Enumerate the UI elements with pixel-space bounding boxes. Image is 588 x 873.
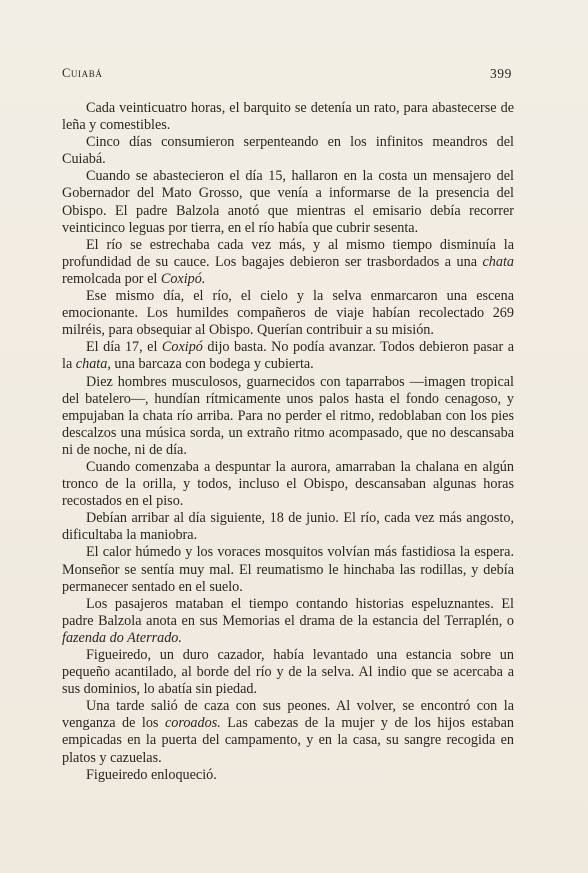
text-run: El día 17, el	[86, 339, 162, 356]
running-head	[62, 66, 512, 86]
paragraph	[62, 100, 514, 134]
text-run: Cuando comenzaba a despuntar la aurora, amarraban la chalana en algún tronco de la orilla, y todos, incluso el Obispo, descansaban algunas horas recostados en el piso.	[62, 458, 514, 510]
italic-text: coroados.	[164, 715, 221, 732]
text-run: Figueiredo, un duro cazador, había levantado una estancia sobre un pequeño acantilado, al borde del río y de la selva. Al indio que se acercaba a sus dominios, lo abatía sin piedad.	[62, 647, 514, 698]
paragraph	[62, 288, 514, 339]
paragraph	[62, 698, 514, 766]
running-title: Cuiabá	[62, 66, 103, 80]
paragraph	[62, 647, 514, 698]
text-run: una barcaza con bodega y cubierta.	[110, 356, 314, 373]
text-run: Diez hombres musculosos, guarnecidos con taparrabos —imagen tropical del batelero—, hundían rítmicamente unos palos hasta el fondo cenagoso, y empujaban la chata río arriba. Para no perder el ritmo, redoblaban con los pies descalzos una música sorda, un extraño ritmo acompasado, que no descansaba ni de noche, ni de día.	[62, 373, 514, 458]
text-run: Cinco días consumieron serpenteando en los infinitos meandros del Cuiabá.	[62, 134, 514, 168]
text-run: Cuando se abastecieron el día 15, hallaron en la costa un mensajero del Gobernador del Mato Grosso, que venía a informarse de la presencia del Obispo. El padre Balzola anotó que mientras el emisario debía recorrer veinticinco leguas por tierra, en el río había que cubrir sesenta.	[62, 168, 514, 236]
text-run: Las cabezas de la mujer y de los hijos estaban empicadas en la puerta del campamento, y en la casa, su sangre recogida en platos y cazuelas.	[62, 715, 514, 766]
italic-text: Coxipó.	[160, 270, 206, 287]
paragraph	[62, 544, 514, 595]
body-text	[62, 100, 514, 784]
paragraph	[62, 510, 514, 544]
text-run: Cada veinticuatro horas, el barquito se detenía un rato, para abastecerse de leña y comestibles.	[62, 100, 514, 134]
paragraph	[62, 767, 514, 784]
italic-text: fazenda do Aterrado.	[62, 629, 182, 646]
paragraph	[62, 459, 514, 510]
paragraph	[62, 168, 514, 236]
text-run: remolcada por el	[62, 270, 161, 287]
page-number: 399	[489, 66, 512, 81]
italic-text: Coxipó	[161, 339, 203, 356]
italic-text: chata,	[75, 356, 111, 373]
text-run: Una tarde salió de caza con sus peones. Al volver, se encontró con la venganza de los	[62, 698, 514, 732]
text-run: Los pasajeros mataban el tiempo contando historias espeluznantes. El padre Balzola anota en sus Memorias el drama de la estancia del Terraplén, o	[62, 595, 514, 629]
paragraph	[62, 134, 514, 168]
text-run: El río se estrechaba cada vez más, y al mismo tiempo disminuía la profundidad de su cauce. Los bagajes debieron ser trasbordados a una	[62, 236, 514, 270]
text-run: Figueiredo enloqueció.	[86, 766, 217, 783]
paragraph	[62, 596, 514, 647]
text-run: dijo basta. No podía avanzar. Todos debieron pasar a la	[62, 339, 514, 373]
text-run: El calor húmedo y los voraces mosquitos volvían más fastidiosa la espera. Monseñor se sentía muy mal. El reumatismo le hinchaba las rodillas, y debía permanecer sentado en el suelo.	[62, 544, 514, 595]
text-run: Debían arribar al día siguiente, 18 de junio. El río, cada vez más angosto, dificultaba la maniobra.	[62, 510, 514, 544]
paragraph	[62, 374, 514, 459]
paragraph	[62, 237, 514, 288]
paragraph	[62, 339, 514, 373]
text-run: Ese mismo día, el río, el cielo y la selva enmarcaron una escena emocionante. Los humildes compañeros de viaje habían recolectado 269 milréis, para obsequiar al Obispo. Querían contribuir a su misión.	[62, 288, 514, 339]
italic-text: chata	[482, 253, 514, 270]
